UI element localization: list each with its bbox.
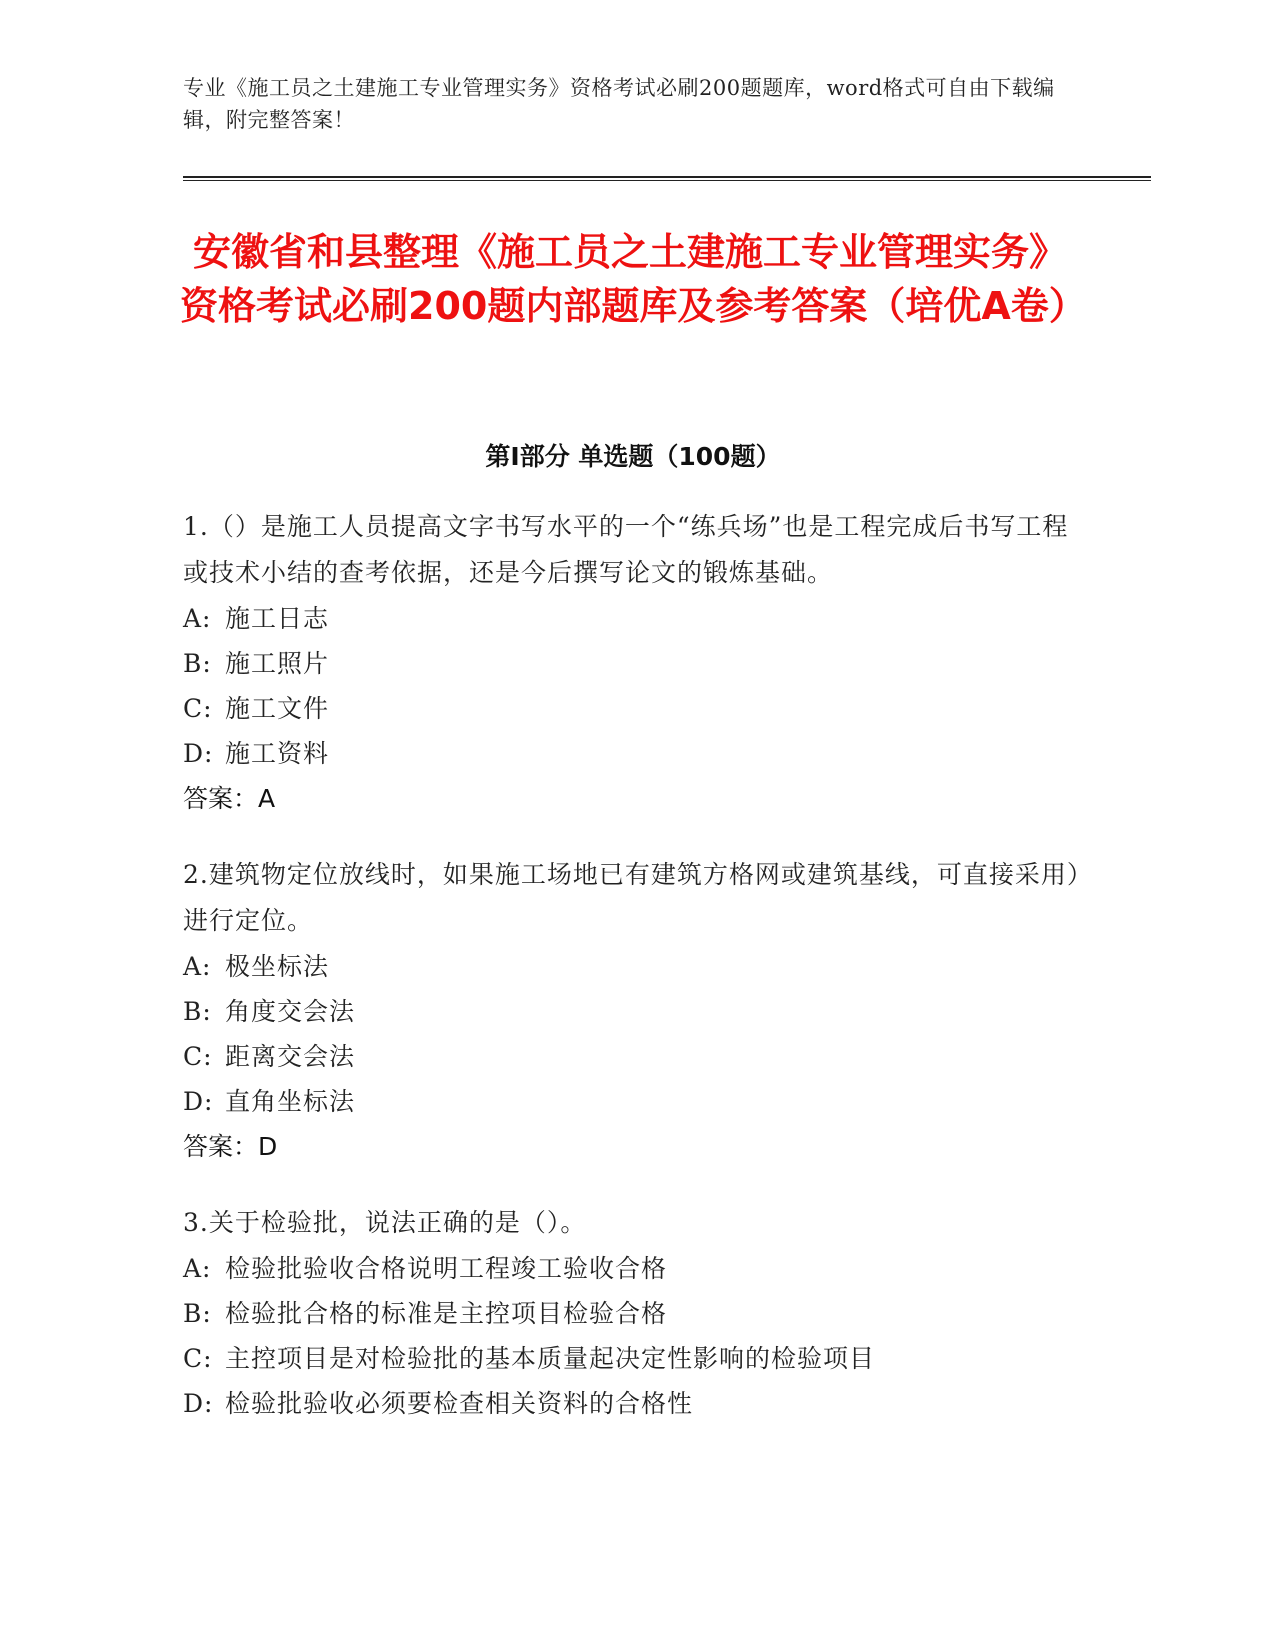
question-stem: 1.（）是施工人员提高文字书写水平的一个“练兵场”也是工程完成后书写工程或技术小结的查考依据，还是今后撰写论文的锻炼基础。 (183, 512, 1069, 587)
option-key: C: (183, 1344, 213, 1373)
option-text: 直角坐标法 (225, 1087, 356, 1116)
option-text: 角度交会法 (225, 997, 356, 1026)
option-d (183, 1381, 1083, 1426)
option-c (183, 686, 1083, 731)
option-key: C: (183, 694, 213, 723)
document-title: 安徽省和县整理《施工员之土建施工专业管理实务》资格考试必刷200题内部题库及参考答案（培优A卷） (180, 230, 1087, 328)
header-note: 专业《施工员之土建施工专业管理实务》资格考试必刷200题题库，word格式可自由下载编辑，附完整答案！ (183, 76, 1055, 132)
option-c (183, 1336, 1083, 1381)
option-key: B: (183, 1299, 212, 1328)
option-text: 施工照片 (225, 649, 330, 678)
option-text: 检验批验收必须要检查相关资料的合格性 (225, 1389, 694, 1418)
option-b (183, 989, 1083, 1034)
option-text: 检验批合格的标准是主控项目检验合格 (225, 1299, 668, 1328)
question-2 (183, 852, 1083, 1170)
option-a (183, 596, 1083, 641)
option-key: A: (183, 604, 212, 633)
option-a (183, 944, 1083, 989)
question-1 (183, 504, 1083, 822)
option-text: 施工资料 (225, 739, 330, 768)
answer: 答案：A (183, 784, 276, 813)
answer: 答案：D (183, 1132, 278, 1161)
option-text: 检验批验收合格说明工程竣工验收合格 (225, 1254, 668, 1283)
option-key: D: (183, 1087, 214, 1116)
option-key: B: (183, 997, 212, 1026)
option-key: C: (183, 1042, 213, 1071)
option-text: 施工日志 (225, 604, 330, 633)
header-divider (183, 176, 1151, 181)
question-stem: 2.建筑物定位放线时，如果施工场地已有建筑方格网或建筑基线，可直接采用）进行定位。 (183, 860, 1081, 935)
option-b (183, 641, 1083, 686)
option-text: 距离交会法 (225, 1042, 356, 1071)
option-c (183, 1034, 1083, 1079)
option-a (183, 1246, 1083, 1291)
option-d (183, 1079, 1083, 1124)
section-title: 第Ⅰ部分 单选题（100题） (485, 442, 781, 471)
option-key: D: (183, 739, 214, 768)
option-text: 施工文件 (225, 694, 330, 723)
question-3 (183, 1200, 1083, 1426)
option-key: D: (183, 1389, 214, 1418)
option-key: B: (183, 649, 212, 678)
question-stem: 3.关于检验批，说法正确的是（）。 (183, 1208, 587, 1237)
option-d (183, 731, 1083, 776)
option-text: 极坐标法 (225, 952, 330, 981)
option-key: A: (183, 1254, 212, 1283)
option-b (183, 1291, 1083, 1336)
option-key: A: (183, 952, 212, 981)
option-text: 主控项目是对检验批的基本质量起决定性影响的检验项目 (225, 1344, 876, 1373)
